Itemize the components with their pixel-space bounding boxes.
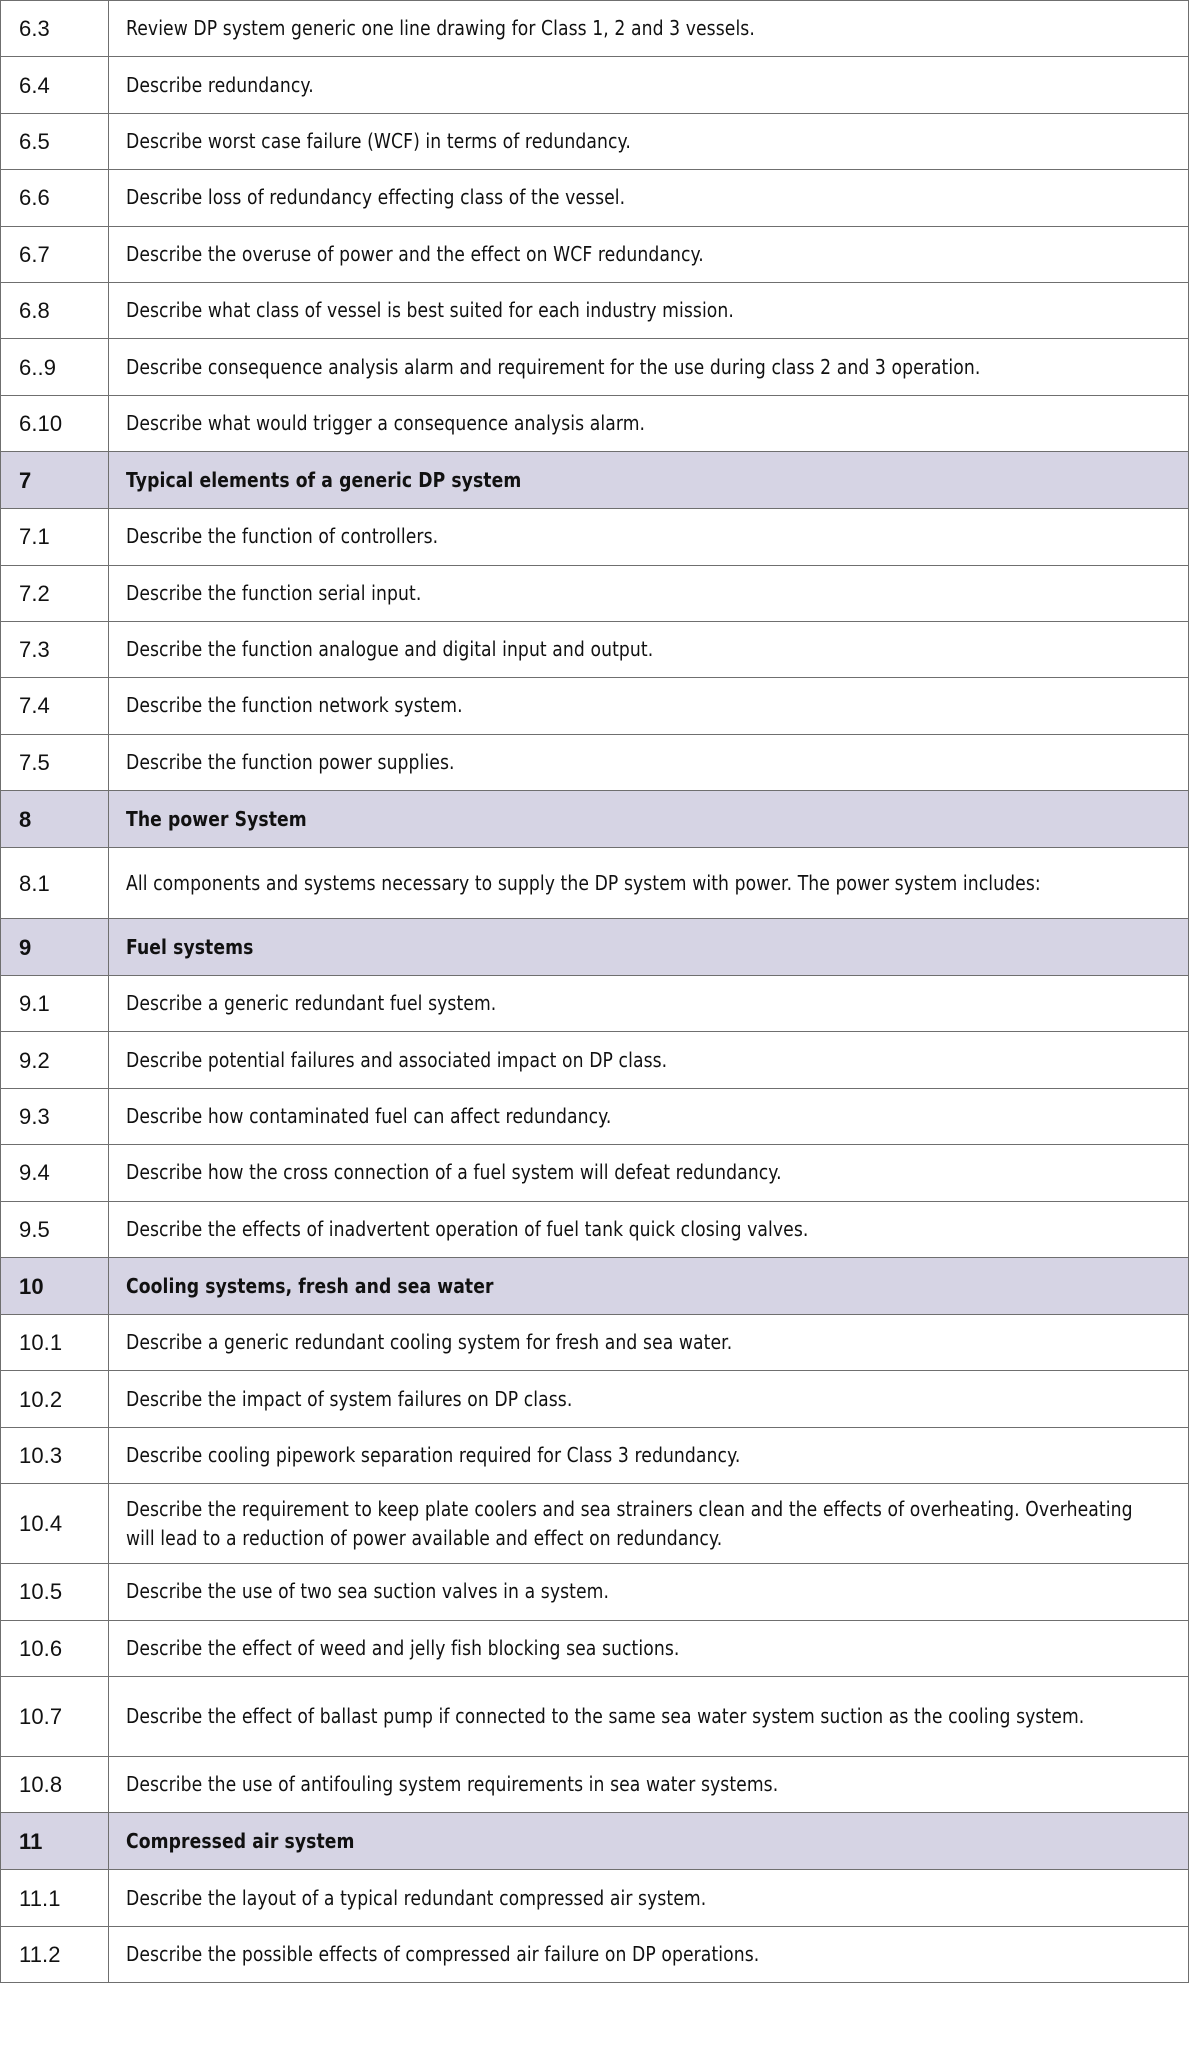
table-row <box>1 1145 1189 1201</box>
item-description: Describe a generic redundant cooling system for fresh and sea water. <box>126 1330 733 1355</box>
item-number: 6.3 <box>1 1 109 57</box>
item-number: 6.6 <box>1 170 109 226</box>
item-number: 11.1 <box>1 1870 109 1926</box>
item-description: Describe the effect of ballast pump if connected to the same sea water system suction as the cooling system. <box>126 1703 1085 1728</box>
table-row <box>1 339 1189 395</box>
item-description-cell <box>109 509 1189 565</box>
section-number: 7 <box>1 452 109 509</box>
item-number: 9.2 <box>1 1032 109 1088</box>
item-description-cell <box>109 621 1189 677</box>
table-row <box>1 1564 1189 1620</box>
item-number: 10.5 <box>1 1564 109 1620</box>
item-description-cell <box>109 1315 1189 1371</box>
section-title-cell <box>109 791 1189 848</box>
section-header-row <box>1 791 1189 848</box>
table-row <box>1 678 1189 734</box>
item-description-cell <box>109 1427 1189 1483</box>
item-number: 10.2 <box>1 1371 109 1427</box>
table-row <box>1 282 1189 338</box>
section-header-row <box>1 1813 1189 1870</box>
item-description: Describe the overuse of power and the effect on WCF redundancy. <box>126 241 704 266</box>
table-row <box>1 57 1189 113</box>
table-row <box>1 226 1189 282</box>
item-description: Review DP system generic one line drawing for Class 1, 2 and 3 vessels. <box>126 16 755 41</box>
item-description: Describe the function analogue and digital input and output. <box>126 637 654 662</box>
table-row <box>1 1032 1189 1088</box>
item-number: 9.1 <box>1 976 109 1032</box>
item-description: Describe the function network system. <box>126 693 463 718</box>
item-description-cell <box>109 395 1189 451</box>
item-description: Describe the use of two sea suction valves in a system. <box>126 1579 610 1604</box>
item-description: Describe the function power supplies. <box>126 749 455 774</box>
table-row <box>1 848 1189 919</box>
section-title-cell <box>109 1813 1189 1870</box>
item-number: 10.1 <box>1 1315 109 1371</box>
item-description-cell <box>109 1676 1189 1756</box>
item-description: Describe the layout of a typical redundant compressed air system. <box>126 1885 707 1910</box>
item-description-cell <box>109 57 1189 113</box>
table-row <box>1 170 1189 226</box>
item-number: 6.4 <box>1 57 109 113</box>
item-description-cell <box>109 1756 1189 1812</box>
item-description-cell <box>109 170 1189 226</box>
item-number: 9.3 <box>1 1088 109 1144</box>
table-row <box>1 1315 1189 1371</box>
item-description: Describe how the cross connection of a fuel system will defeat redundancy. <box>126 1160 782 1185</box>
item-number: 7.3 <box>1 621 109 677</box>
item-description-cell <box>109 1620 1189 1676</box>
section-title-cell <box>109 919 1189 976</box>
item-description-cell <box>109 678 1189 734</box>
section-title: Cooling systems, fresh and sea water <box>126 1273 494 1298</box>
item-number: 9.4 <box>1 1145 109 1201</box>
item-description-cell <box>109 339 1189 395</box>
item-number: 6.10 <box>1 395 109 451</box>
item-number: 10.6 <box>1 1620 109 1676</box>
item-number: 6..9 <box>1 339 109 395</box>
table-row <box>1 1088 1189 1144</box>
item-description-cell <box>109 1484 1189 1564</box>
item-number: 9.5 <box>1 1201 109 1257</box>
item-description: Describe the impact of system failures on DP class. <box>126 1386 573 1411</box>
item-description-cell <box>109 1032 1189 1088</box>
section-number: 10 <box>1 1258 109 1315</box>
item-description-cell <box>109 565 1189 621</box>
item-description-cell <box>109 1564 1189 1620</box>
item-number: 7.2 <box>1 565 109 621</box>
item-description-cell <box>109 1145 1189 1201</box>
section-number: 11 <box>1 1813 109 1870</box>
item-description: Describe the effect of weed and jelly fish blocking sea suctions. <box>126 1635 680 1660</box>
item-description-cell <box>109 1926 1189 1982</box>
item-number: 10.7 <box>1 1676 109 1756</box>
table-row <box>1 509 1189 565</box>
item-description-cell <box>109 226 1189 282</box>
table-row <box>1 1620 1189 1676</box>
section-title: Typical elements of a generic DP system <box>126 467 522 492</box>
item-description-cell <box>109 282 1189 338</box>
item-number: 11.2 <box>1 1926 109 1982</box>
syllabus-table-body <box>1 1 1189 1983</box>
item-number: 10.4 <box>1 1484 109 1564</box>
table-row <box>1 113 1189 169</box>
table-row <box>1 1756 1189 1812</box>
item-number: 10.8 <box>1 1756 109 1812</box>
table-row <box>1 1 1189 57</box>
table-row <box>1 1484 1189 1564</box>
table-row <box>1 1371 1189 1427</box>
table-row <box>1 621 1189 677</box>
table-row <box>1 1676 1189 1756</box>
item-number: 10.3 <box>1 1427 109 1483</box>
item-description: All components and systems necessary to supply the DP system with power. The power system includes: <box>126 870 1041 895</box>
section-title: The power System <box>126 806 307 831</box>
item-description-cell <box>109 848 1189 919</box>
section-number: 9 <box>1 919 109 976</box>
item-description-cell <box>109 113 1189 169</box>
item-description: Describe how contaminated fuel can affect redundancy. <box>126 1104 612 1129</box>
item-description: Describe worst case failure (WCF) in terms of redundancy. <box>126 128 631 153</box>
item-number: 7.4 <box>1 678 109 734</box>
item-description: Describe the possible effects of compressed air failure on DP operations. <box>126 1941 760 1966</box>
item-number: 6.8 <box>1 282 109 338</box>
section-number: 8 <box>1 791 109 848</box>
item-description-cell <box>109 1870 1189 1926</box>
item-description-cell <box>109 976 1189 1032</box>
table-row <box>1 1201 1189 1257</box>
item-description: Describe the effects of inadvertent operation of fuel tank quick closing valves. <box>126 1216 809 1241</box>
section-title: Compressed air system <box>126 1828 355 1853</box>
table-row <box>1 1870 1189 1926</box>
item-description-cell <box>109 1201 1189 1257</box>
item-description: Describe what class of vessel is best suited for each industry mission. <box>126 298 734 323</box>
item-description: Describe the function serial input. <box>126 580 422 605</box>
item-description: Describe cooling pipework separation required for Class 3 redundancy. <box>126 1443 741 1467</box>
section-title: Fuel systems <box>126 934 254 959</box>
item-description: Describe a generic redundant fuel system. <box>126 991 497 1016</box>
item-description: Describe what would trigger a consequence analysis alarm. <box>126 410 646 435</box>
table-row <box>1 565 1189 621</box>
item-description: Describe potential failures and associated impact on DP class. <box>126 1047 668 1072</box>
table-row <box>1 1926 1189 1982</box>
item-number: 8.1 <box>1 848 109 919</box>
item-description-cell <box>109 734 1189 790</box>
item-description-cell <box>109 1 1189 57</box>
section-header-row <box>1 919 1189 976</box>
item-number: 6.5 <box>1 113 109 169</box>
item-number: 6.7 <box>1 226 109 282</box>
table-row <box>1 976 1189 1032</box>
item-description: Describe loss of redundancy effecting class of the vessel. <box>126 185 626 210</box>
table-row <box>1 734 1189 790</box>
item-description: Describe the requirement to keep plate coolers and sea strainers clean and the effects of overheating. Overheating will lead to a reduction of power available and effect on redundancy. <box>126 1496 1133 1550</box>
item-description: Describe consequence analysis alarm and requirement for the use during class 2 and 3 operation. <box>126 354 981 379</box>
section-title-cell <box>109 452 1189 509</box>
item-description-cell <box>109 1088 1189 1144</box>
section-header-row <box>1 452 1189 509</box>
item-description: Describe the use of antifouling system requirements in sea water systems. <box>126 1772 779 1797</box>
section-header-row <box>1 1258 1189 1315</box>
item-number: 7.1 <box>1 509 109 565</box>
item-number: 7.5 <box>1 734 109 790</box>
item-description-cell <box>109 1371 1189 1427</box>
item-description: Describe the function of controllers. <box>126 524 439 549</box>
item-description: Describe redundancy. <box>126 72 314 97</box>
table-row <box>1 1427 1189 1483</box>
table-row <box>1 395 1189 451</box>
section-title-cell <box>109 1258 1189 1315</box>
